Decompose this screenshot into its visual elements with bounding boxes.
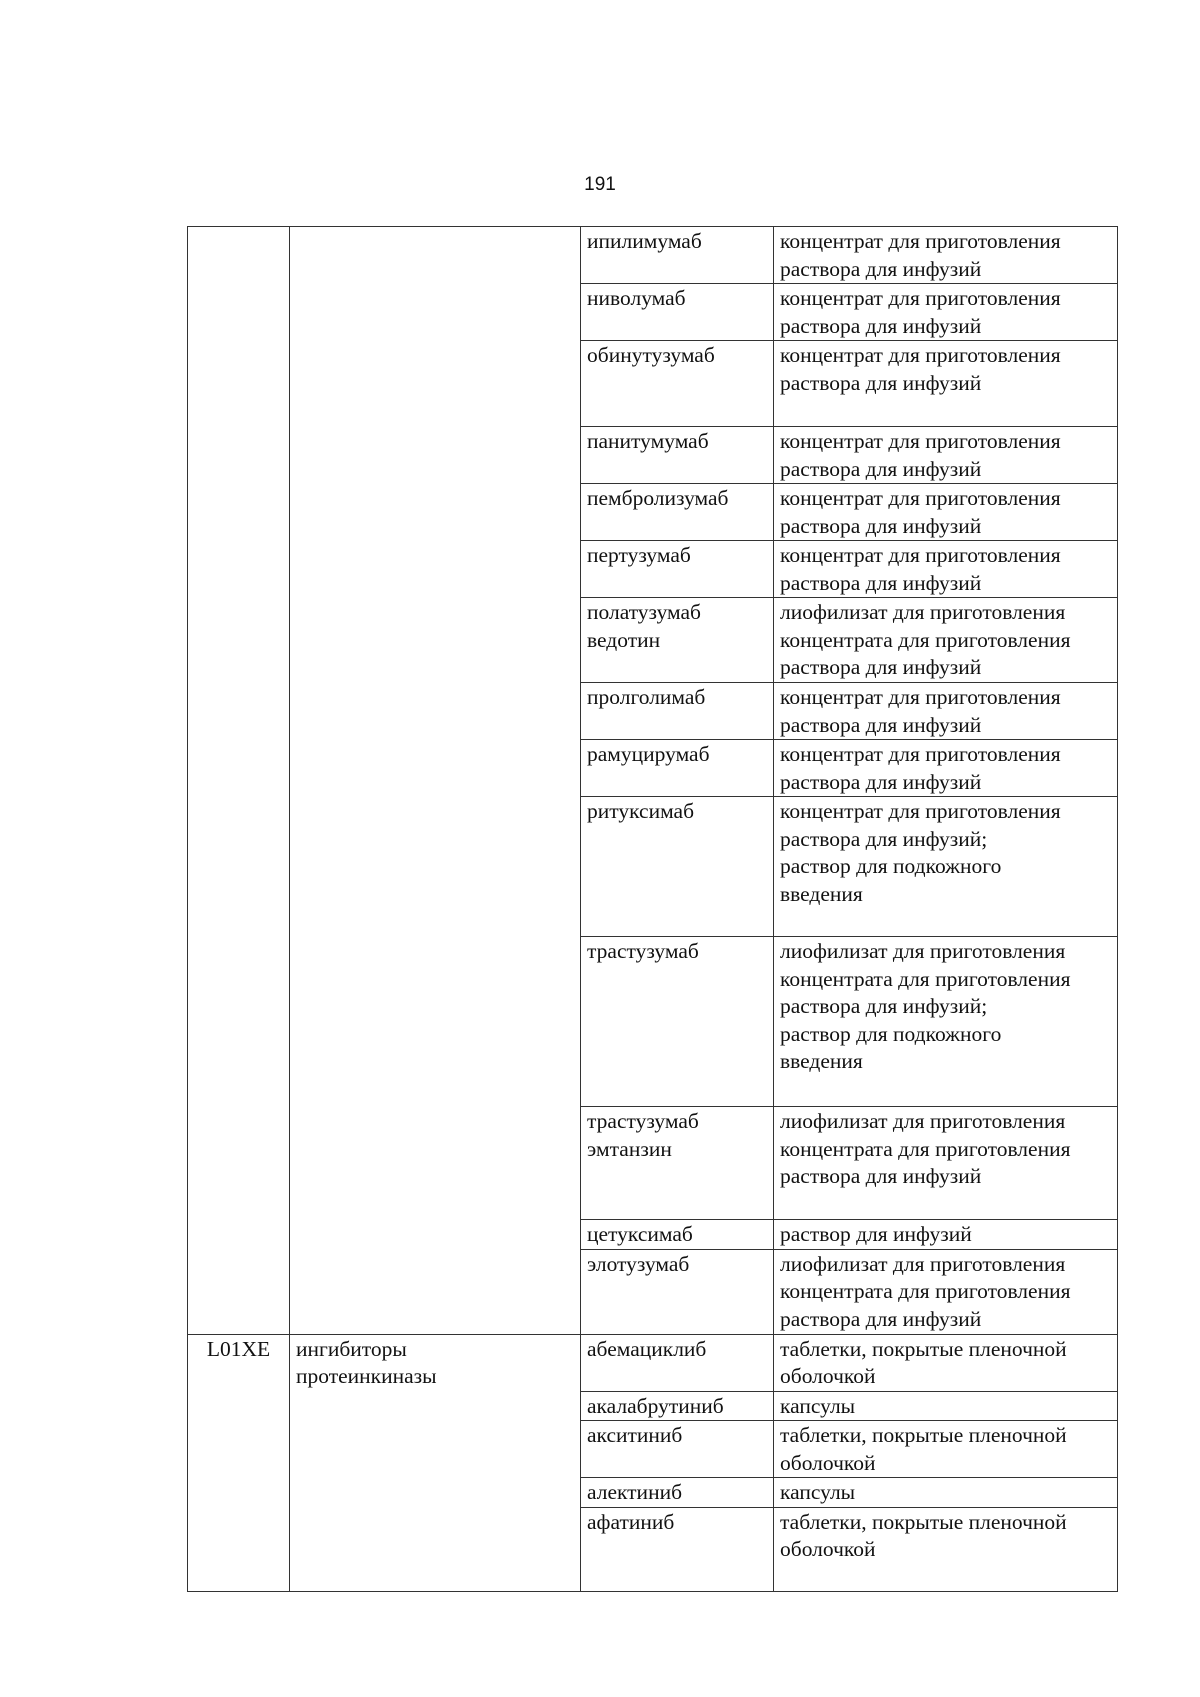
cell-line: лиофилизат для приготовления	[780, 939, 1066, 963]
cell-line: концентрат для приготовления	[780, 229, 1061, 253]
group-name-cell	[290, 227, 581, 1335]
atc-code-cell	[188, 227, 290, 1335]
cell-line: лиофилизат для приготовления	[780, 1251, 1066, 1276]
cell-line: раствора для инфузий	[780, 370, 982, 395]
dosage-form-cell	[774, 484, 1118, 541]
cell-line: таблетки, покрытые пленочной	[780, 1509, 1067, 1534]
cell-line: таблетки, покрытые пленочной	[780, 1423, 1067, 1447]
cell-line: раствора для инфузий	[780, 655, 982, 679]
cell-line: пролголимаб	[587, 685, 706, 709]
dosage-form-cell	[774, 541, 1118, 598]
cell-line: лиофилизат для приготовления	[780, 600, 1066, 624]
drug-name-cell	[581, 937, 774, 1107]
drug-name-cell	[581, 227, 774, 284]
drug-name-cell	[581, 598, 774, 683]
drug-name-cell	[581, 1507, 774, 1591]
cell-line: раствора для инфузий	[780, 769, 982, 794]
drug-name-cell	[581, 427, 774, 484]
drug-name-cell	[581, 541, 774, 598]
cell-line: оболочкой	[780, 1537, 876, 1561]
cell-line: концентрата для приготовления	[780, 966, 1071, 991]
drug-name-cell	[581, 683, 774, 740]
cell-line: концентрата для приготовления	[780, 1279, 1071, 1303]
cell-line: цетуксимаб	[587, 1222, 693, 1246]
cell-line: введения	[780, 881, 863, 906]
cell-line: раствор для подкожного	[780, 854, 1002, 878]
cell-line: раствора для инфузий	[780, 513, 982, 538]
cell-line: ингибиторы	[296, 1336, 407, 1361]
cell-line: ритуксимаб	[587, 799, 695, 823]
cell-line: концентрат для приготовления	[780, 343, 1061, 367]
cell-line: алектиниб	[587, 1480, 683, 1504]
cell-line: пертузумаб	[587, 543, 691, 567]
cell-line: оболочкой	[780, 1364, 876, 1388]
cell-line: концентрат для приготовления	[780, 685, 1061, 709]
cell-line: раствора для инфузий	[780, 712, 982, 737]
drug-name-cell	[581, 1107, 774, 1220]
cell-line: трастузумаб	[587, 1109, 699, 1133]
cell-line: раствор для инфузий	[780, 1222, 972, 1246]
drug-name-cell	[581, 797, 774, 937]
cell-line: концентрат для приготовления	[780, 543, 1061, 567]
cell-line: рамуцирумаб	[587, 742, 710, 766]
dosage-form-cell	[774, 341, 1118, 427]
dosage-form-cell	[774, 1478, 1118, 1508]
cell-line: введения	[780, 1049, 863, 1073]
cell-line: абемациклиб	[587, 1336, 707, 1361]
cell-line: трастузумаб	[587, 939, 699, 963]
dosage-form-cell	[774, 1220, 1118, 1250]
cell-line: пембролизумаб	[587, 486, 729, 510]
cell-line: раствора для инфузий	[780, 256, 982, 281]
drug-name-cell	[581, 1421, 774, 1478]
atc-code-cell: L01XE	[188, 1334, 290, 1591]
dosage-form-cell	[774, 797, 1118, 937]
cell-line: акалабрутиниб	[587, 1393, 724, 1418]
drug-name-cell	[581, 341, 774, 427]
cell-line: раствора для инфузий	[780, 570, 982, 595]
drug-name-cell	[581, 1220, 774, 1250]
dosage-form-cell	[774, 1249, 1118, 1334]
drug-table	[187, 226, 1118, 1592]
page-number: 191	[584, 174, 616, 195]
cell-line: раствора для инфузий	[780, 313, 982, 338]
drug-name-cell	[581, 740, 774, 797]
cell-line: обинутузумаб	[587, 343, 715, 367]
cell-line: концентрат для приготовления	[780, 286, 1061, 310]
dosage-form-cell	[774, 937, 1118, 1107]
cell-line: эмтанзин	[587, 1136, 672, 1161]
cell-line: капсулы	[780, 1480, 856, 1504]
cell-line: ниволумаб	[587, 286, 686, 310]
drug-name-cell	[581, 1249, 774, 1334]
drug-name-cell	[581, 1391, 774, 1421]
cell-line: акситиниб	[587, 1423, 683, 1447]
cell-line: концентрат для приготовления	[780, 429, 1061, 453]
cell-line: раствора для инфузий;	[780, 994, 988, 1018]
dosage-form-cell	[774, 1421, 1118, 1478]
cell-line: капсулы	[780, 1393, 856, 1418]
cell-line: раствора для инфузий;	[780, 826, 988, 851]
dosage-form-cell	[774, 740, 1118, 797]
drug-name-cell	[581, 484, 774, 541]
cell-line: афатиниб	[587, 1509, 675, 1534]
cell-line: таблетки, покрытые пленочной	[780, 1336, 1067, 1361]
cell-line: концентрат для приготовления	[780, 486, 1061, 510]
cell-line: оболочкой	[780, 1450, 876, 1475]
drug-name-cell	[581, 284, 774, 341]
cell-line: полатузумаб	[587, 600, 701, 624]
dosage-form-cell	[774, 1391, 1118, 1421]
cell-line: раствора для инфузий	[780, 1306, 982, 1331]
dosage-form-cell	[774, 227, 1118, 284]
drug-name-cell	[581, 1334, 774, 1391]
dosage-form-cell	[774, 1507, 1118, 1591]
cell-line: протеинкиназы	[296, 1364, 437, 1388]
dosage-form-cell	[774, 427, 1118, 484]
dosage-form-cell	[774, 284, 1118, 341]
cell-line: ипилимумаб	[587, 229, 702, 253]
cell-line: концентрат для приготовления	[780, 742, 1061, 766]
cell-line: концентрата для приготовления	[780, 1136, 1071, 1161]
dosage-form-cell	[774, 683, 1118, 740]
cell-line: раствор для подкожного	[780, 1021, 1002, 1046]
cell-line: панитумумаб	[587, 429, 709, 453]
table-row	[188, 227, 1118, 284]
group-name-cell	[290, 1334, 581, 1591]
cell-line: концентрат для приготовления	[780, 799, 1061, 823]
cell-line: элотузумаб	[587, 1251, 690, 1276]
cell-line: ведотин	[587, 627, 661, 652]
cell-line: лиофилизат для приготовления	[780, 1109, 1066, 1133]
cell-line: раствора для инфузий	[780, 1164, 982, 1188]
table-row	[188, 1334, 1118, 1391]
dosage-form-cell	[774, 598, 1118, 683]
dosage-form-cell	[774, 1107, 1118, 1220]
cell-line: концентрата для приготовления	[780, 627, 1071, 652]
cell-line: раствора для инфузий	[780, 456, 982, 481]
drug-name-cell	[581, 1478, 774, 1508]
dosage-form-cell	[774, 1334, 1118, 1391]
